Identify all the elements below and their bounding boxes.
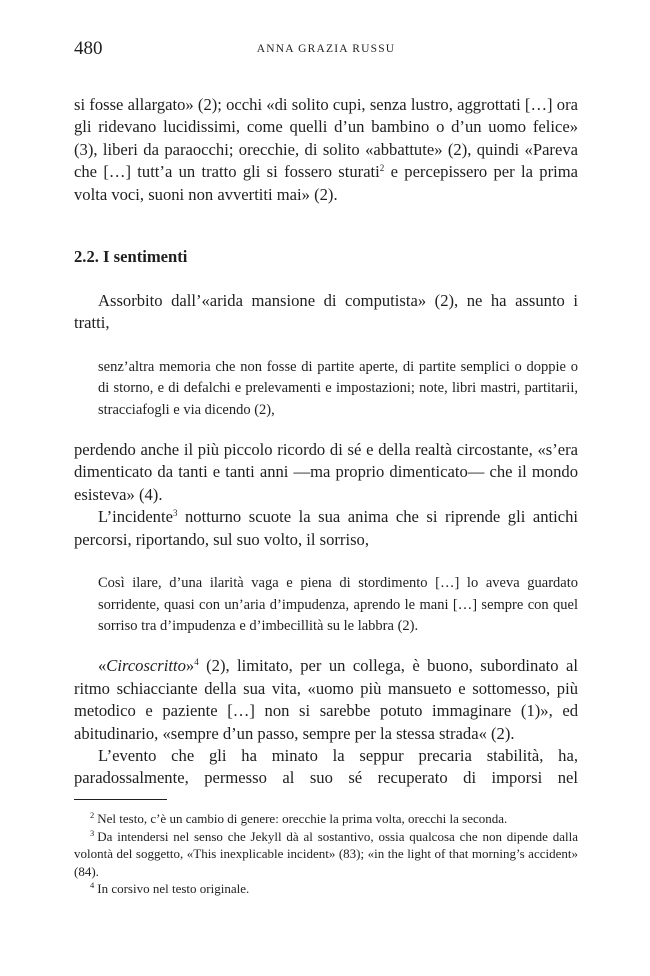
footnote-rule	[74, 799, 167, 800]
text-run: L’incidente	[98, 507, 173, 527]
text-run: notturno scuote la sua anima che si riprende gli antichi percorsi, riportando, sul suo volto, il sorriso,	[74, 507, 578, 549]
footnote-text: Da intendersi nel senso che Jekyll dà al sostantivo, ossia qualcosa che non dipende dalla volontà del soggetto, «This inexplicable incident» (83); «in the light of that morning’s accident» (84).	[74, 828, 578, 879]
footnote-text: In corsivo nel testo originale.	[97, 881, 250, 897]
footnote-ref: 3	[172, 508, 178, 519]
footnote	[74, 880, 578, 898]
footnote-mark: 4	[90, 880, 95, 891]
paragraph	[74, 506, 578, 551]
page-number: 480	[74, 38, 103, 59]
paragraph-continuation	[74, 94, 578, 206]
text-run: si fosse allargato» (2); occhi «di solito cupi, senza lustro, aggrottati […] ora gli ridevano lucidissimi, come quelli d’un bambino o d’un uomo felice» (3), liberi da paraocchi; orecchie, di solito «abbattute» (2), quindi «Pareva che […] tutt’a un tratto gli si fossero sturati	[74, 95, 578, 182]
footnotes	[74, 810, 578, 898]
footnote-text: Nel testo, c’è un cambio di genere: orecchie la prima volta, orecchi la seconda.	[97, 811, 508, 826]
footnote	[74, 828, 578, 881]
page-header	[74, 38, 578, 62]
section-title: 2.2. I sentimenti	[74, 247, 188, 267]
footnote-ref: 2	[379, 163, 385, 174]
text-run: »	[185, 656, 195, 676]
footnote-mark: 2	[90, 810, 95, 820]
text-run: «	[98, 656, 107, 676]
paragraph: Assorbito dall’«arida mansione di computista» (2), ne ha assunto i tratti,	[74, 291, 578, 333]
italic-term: Circoscritto	[106, 656, 186, 676]
footnote-mark: 3	[90, 827, 95, 838]
text-run: (2), limitato, per un collega, è buono, subordinato al ritmo schiacciante della sua vita, «uomo più mansueto e sottomesso, più metodico e paziente […] non si sarebbe potuto immaginare (1)», ed abitudinario, «sempre d’un passo, sempre per la stessa strada« (2).	[74, 656, 578, 743]
paragraph: perdendo anche il più piccolo ricordo di sé e della realtà circostante, «s’era dimenticato da tanti e tanti anni —ma proprio dimenticato— che il mondo esisteva» (4).	[74, 440, 578, 504]
paragraph	[74, 655, 578, 745]
text-run: e percepissero per la prima volta voci, suoni non avvertiti mai» (2).	[74, 162, 578, 204]
footnote	[74, 810, 578, 828]
running-head: ANNA GRAZIA RUSSU	[256, 43, 396, 55]
footnote-ref: 4	[194, 657, 199, 668]
paragraph: L’evento che gli ha minato la seppur precaria stabilità, ha, paradossalmente, permesso al suo sé recuperato di imporsi nel	[74, 745, 578, 788]
block-quote: senz’altra memoria che non fosse di partite aperte, di partite semplici o doppie o di storno, e di defalchi e prelevamenti e impostazioni; note, libri mastri, partitarii, stracciafogli e via dicendo (2),	[98, 358, 578, 418]
block-quote: Così ilare, d’una ilarità vaga e piena di stordimento […] lo aveva guardato sorridente, quasi con un’aria d’impudenza, aprendo le mani […] sempre con quel sorriso tra d’impudenza e d’imbecillità su le labbra (2).	[98, 575, 578, 634]
body-text	[74, 94, 578, 790]
